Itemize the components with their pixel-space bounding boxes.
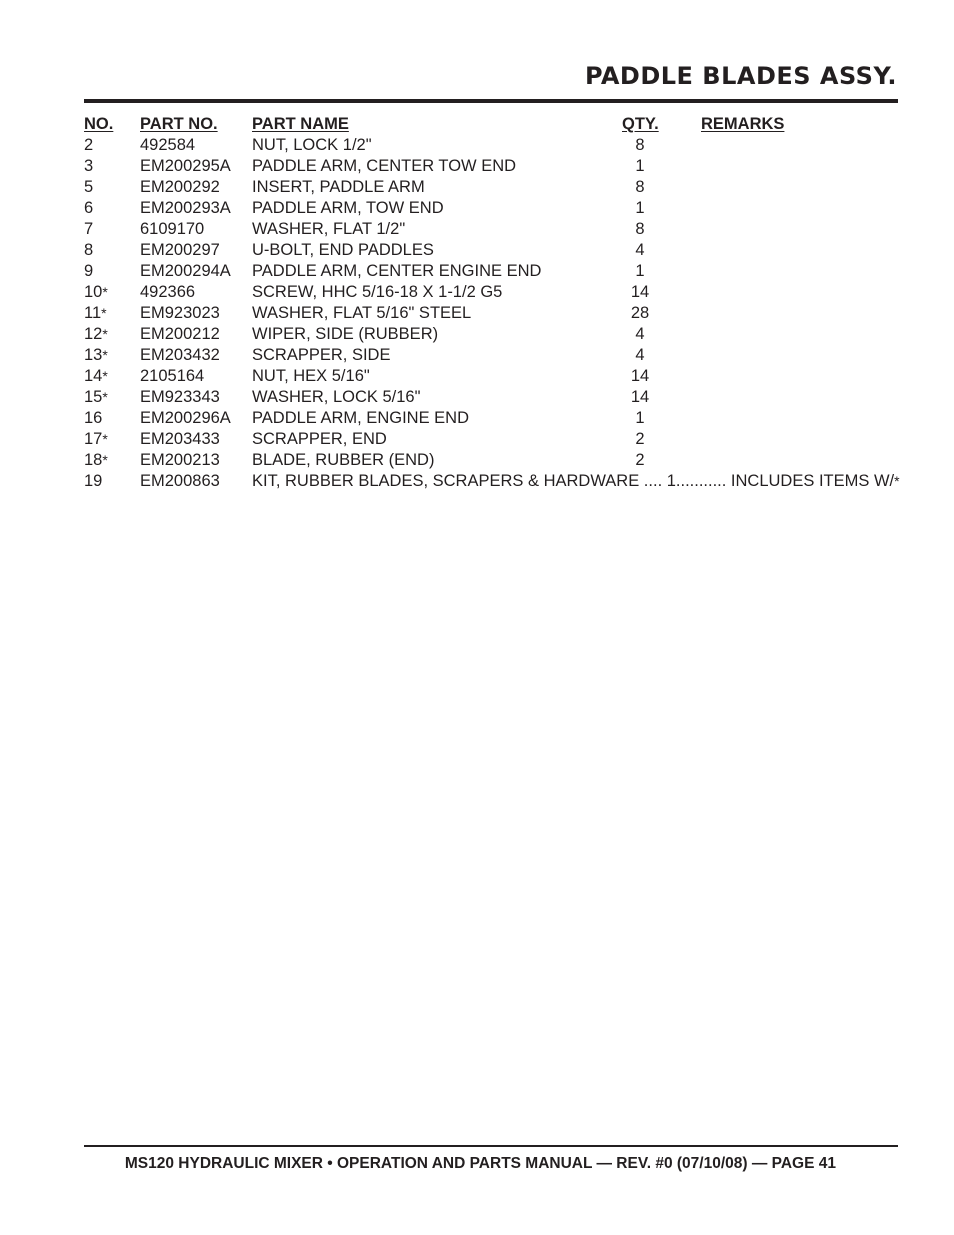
part-no: EM200296A (140, 409, 231, 427)
qty: 14 (630, 388, 650, 406)
table-row (84, 135, 898, 156)
part-no: EM203433 (140, 430, 220, 448)
item-no-value: 3 (84, 157, 94, 175)
table-row (84, 387, 898, 408)
item-no-value: 17 (84, 430, 103, 448)
item-no-value: 13 (84, 346, 103, 364)
item-star: * (102, 389, 108, 405)
part-no: EM923023 (140, 304, 220, 322)
qty: 4 (635, 325, 645, 343)
part-no: EM200294A (140, 262, 231, 280)
table-row (84, 324, 898, 345)
table-row (84, 177, 898, 198)
part-no: EM200212 (140, 325, 220, 343)
item-star: * (102, 347, 108, 363)
part-no: EM200295A (140, 157, 231, 175)
part-name: PADDLE ARM, CENTER TOW END (252, 157, 517, 175)
part-name: PADDLE ARM, TOW END (252, 199, 444, 217)
item-no-value: 9 (84, 262, 94, 280)
footer-rule (84, 1145, 898, 1147)
part-name: WASHER, FLAT 1/2" (252, 220, 406, 238)
part-no: 492366 (140, 283, 196, 301)
item-no (84, 177, 93, 198)
qty: 1 (635, 409, 645, 427)
kit-line-text: KIT, RUBBER BLADES, SCRAPERS & HARDWARE .... 1........... INCLUDES ITEMS W/ (252, 472, 895, 490)
item-no-value: 5 (84, 178, 94, 196)
qty: 4 (635, 346, 645, 364)
table-row (84, 429, 898, 450)
item-no (84, 240, 93, 261)
header-remarks: REMARKS (701, 115, 785, 133)
part-name: INSERT, PADDLE ARM (252, 178, 425, 196)
table-row (84, 261, 898, 282)
table-row (84, 345, 898, 366)
part-name: NUT, LOCK 1/2" (252, 136, 372, 154)
item-no (84, 282, 108, 303)
table-row (84, 408, 898, 429)
kit-no (84, 471, 102, 492)
kit-no-value: 19 (84, 472, 103, 490)
part-no: EM200213 (140, 451, 220, 469)
part-name: WASHER, LOCK 5/16" (252, 388, 421, 406)
item-no (84, 261, 93, 282)
item-no (84, 429, 108, 450)
qty: 28 (630, 304, 650, 322)
item-star: * (102, 452, 108, 468)
item-no (84, 156, 93, 177)
parts-table (84, 114, 898, 492)
part-no: EM923343 (140, 388, 220, 406)
kit-star: * (894, 473, 900, 489)
part-no: EM200293A (140, 199, 231, 217)
item-star: * (102, 431, 108, 447)
item-no-value: 14 (84, 367, 103, 385)
item-no (84, 324, 108, 345)
item-no (84, 450, 108, 471)
item-star: * (102, 368, 108, 384)
part-name: SCREW, HHC 5/16-18 X 1-1/2 G5 (252, 283, 503, 301)
part-no: EM200292 (140, 178, 220, 196)
part-no: EM203432 (140, 346, 220, 364)
qty: 8 (635, 136, 645, 154)
table-row (84, 156, 898, 177)
table-row (84, 240, 898, 261)
qty: 14 (630, 283, 650, 301)
qty: 1 (635, 262, 645, 280)
item-star: * (102, 326, 108, 342)
header-part-name: PART NAME (252, 115, 349, 133)
part-no: EM200297 (140, 241, 220, 259)
qty: 8 (635, 178, 645, 196)
table-header-row (84, 114, 898, 135)
table-row (84, 282, 898, 303)
part-name: PADDLE ARM, ENGINE END (252, 409, 469, 427)
item-no-value: 6 (84, 199, 94, 217)
part-name: WASHER, FLAT 5/16" STEEL (252, 304, 472, 322)
part-name: U-BOLT, END PADDLES (252, 241, 434, 259)
table-body (84, 135, 898, 471)
table-row-kit (84, 471, 898, 492)
part-no: 2105164 (140, 367, 205, 385)
item-no (84, 303, 107, 324)
item-no-value: 12 (84, 325, 103, 343)
item-no-value: 11 (84, 304, 102, 322)
item-no-value: 7 (84, 220, 94, 238)
part-name: WIPER, SIDE (RUBBER) (252, 325, 439, 343)
part-name: PADDLE ARM, CENTER ENGINE END (252, 262, 542, 280)
qty: 1 (635, 199, 645, 217)
table-row (84, 450, 898, 471)
item-no-value: 8 (84, 241, 94, 259)
qty: 8 (635, 220, 645, 238)
qty: 2 (635, 430, 645, 448)
part-no: 492584 (140, 136, 196, 154)
item-no-value: 10 (84, 283, 103, 301)
item-no (84, 366, 108, 387)
title-rule (84, 99, 898, 103)
item-no (84, 219, 93, 240)
part-name: SCRAPPER, END (252, 430, 387, 448)
header-part-no: PART NO. (140, 115, 218, 133)
page-footer: MS120 HYDRAULIC MIXER • OPERATION AND PARTS MANUAL — REV. #0 (07/10/08) — PAGE 41 (124, 1155, 836, 1172)
item-no-value: 16 (84, 409, 103, 427)
item-no (84, 408, 102, 429)
part-no: 6109170 (140, 220, 205, 238)
item-no (84, 135, 93, 156)
item-star: * (102, 284, 108, 300)
header-qty: QTY. (622, 115, 659, 133)
qty: 14 (630, 367, 650, 385)
table-row (84, 366, 898, 387)
item-star: * (101, 305, 107, 321)
part-name: NUT, HEX 5/16" (252, 367, 370, 385)
kit-line (252, 471, 900, 492)
table-row (84, 219, 898, 240)
item-no (84, 345, 108, 366)
qty: 4 (635, 241, 645, 259)
page-title: PADDLE BLADES ASSY. (584, 62, 897, 90)
table-row (84, 303, 898, 324)
part-name: SCRAPPER, SIDE (252, 346, 391, 364)
item-no-value: 15 (84, 388, 103, 406)
item-no-value: 2 (84, 136, 94, 154)
qty: 2 (635, 451, 645, 469)
item-no (84, 387, 108, 408)
kit-part-no: EM200863 (140, 472, 220, 490)
item-no-value: 18 (84, 451, 103, 469)
part-name: BLADE, RUBBER (END) (252, 451, 435, 469)
qty: 1 (635, 157, 645, 175)
header-no: NO. (84, 115, 114, 133)
item-no (84, 198, 93, 219)
table-row (84, 198, 898, 219)
